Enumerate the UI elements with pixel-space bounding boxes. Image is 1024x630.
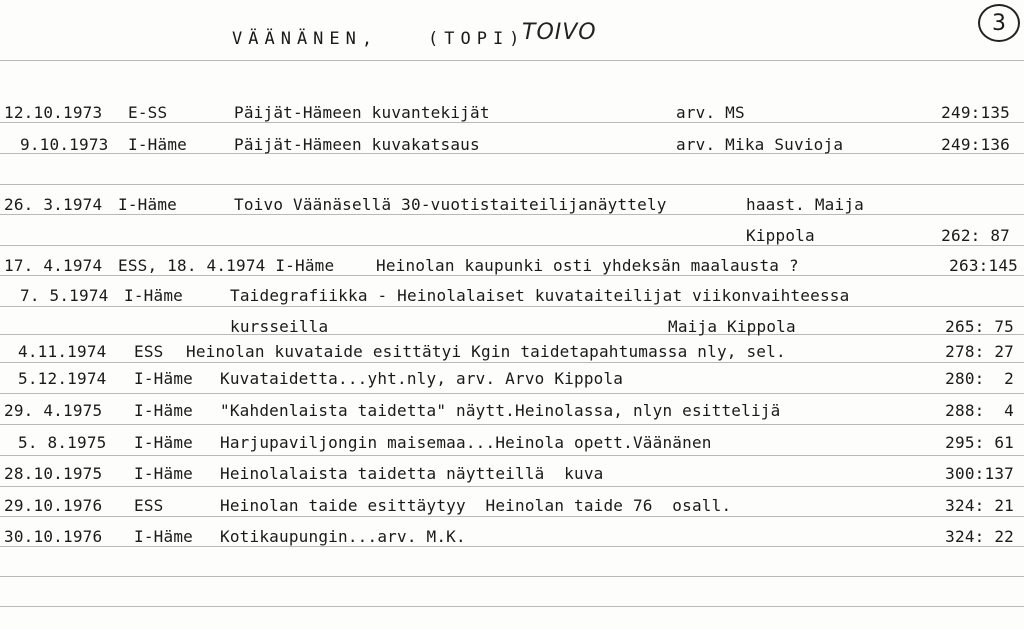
entry-ref: 300:137	[945, 464, 1014, 483]
entry-extra: arv. Mika Suvioja	[676, 135, 844, 154]
rule-line	[0, 122, 1024, 123]
rule-line	[0, 306, 1024, 307]
entry-paper: I-Häme	[134, 401, 193, 420]
rule-line	[0, 516, 1024, 517]
rule-line	[0, 606, 1024, 607]
entry-ref: 288: 4	[945, 401, 1014, 420]
entry-ref: 324: 21	[945, 496, 1014, 515]
entry-extra: Maija Kippola	[668, 317, 796, 336]
entry-date: 28.10.1975	[4, 464, 103, 483]
rule-line	[0, 334, 1024, 335]
entry-date: 17. 4.1974	[4, 256, 103, 275]
entry-extra-continued: Kippola	[746, 226, 815, 245]
entry-paper: ESS	[134, 496, 164, 515]
card-surname: VÄÄNÄNEN,	[232, 29, 379, 49]
entry-date: 4.11.1974	[18, 342, 107, 361]
rule-line	[0, 424, 1024, 425]
card-handwritten-name: TOIVO	[522, 20, 597, 45]
rule-line	[0, 486, 1024, 487]
entry-title-continued: kursseilla	[230, 317, 329, 336]
entry-title: Kotikaupungin...arv. M.K.	[220, 527, 466, 546]
entry-ref: 278: 27	[945, 342, 1014, 361]
entry-title: Heinolalaista taidetta näytteillä kuva	[220, 464, 604, 483]
entry-ref: 249:136	[941, 135, 1010, 154]
rule-line	[0, 245, 1024, 246]
card-number-badge: 3	[978, 4, 1020, 42]
rule-line	[0, 455, 1024, 456]
entry-ref: 324: 22	[945, 527, 1014, 546]
entry-date: 9.10.1973	[20, 135, 109, 154]
entry-paper: I-Häme	[134, 464, 193, 483]
entry-title: Heinolan kuvataide esittätyi Kgin taidetapahtumassa nly, sel.	[186, 342, 786, 361]
entry-date: 30.10.1976	[4, 527, 103, 546]
entry-title: Heinolan kaupunki osti yhdeksän maalausta ?	[376, 256, 799, 275]
entry-extra: arv. MS	[676, 103, 745, 122]
entry-ref: 280: 2	[945, 369, 1014, 388]
entry-date: 26. 3.1974	[4, 195, 103, 214]
entry-title: Toivo Väänäsellä 30-vuotistaiteilijanäyttely	[234, 195, 667, 214]
entry-paper: E-SS	[128, 103, 168, 122]
entry-title: Päijät-Hämeen kuvantekijät	[234, 103, 490, 122]
rule-line	[0, 60, 1024, 61]
entry-date: 29.10.1976	[4, 496, 103, 515]
entry-ref: 265: 75	[945, 317, 1014, 336]
entry-date: 29. 4.1975	[4, 401, 103, 420]
card-typed-name: (TOPI)	[428, 29, 526, 49]
entry-title: "Kahdenlaista taidetta" näytt.Heinolassa, nlyn esittelijä	[220, 401, 781, 420]
entry-date: 5.12.1974	[18, 369, 107, 388]
entry-title: Taidegrafiikka - Heinolalaiset kuvataiteilijat viikonvaihteessa	[230, 286, 850, 305]
entry-paper: ESS	[134, 342, 164, 361]
entry-paper: I-Häme	[134, 369, 193, 388]
entry-date: 5. 8.1975	[18, 433, 107, 452]
entry-ref: 262: 87	[941, 226, 1010, 245]
rule-line	[0, 546, 1024, 547]
entry-paper: I-Häme	[124, 286, 183, 305]
entry-paper: ESS, 18. 4.1974 I-Häme	[118, 256, 335, 275]
entry-title: Kuvataidetta...yht.nly, arv. Arvo Kippola	[220, 369, 624, 388]
rule-line	[0, 362, 1024, 363]
rule-line	[0, 214, 1024, 215]
entry-title: Harjupaviljongin maisemaa...Heinola opett.Väänänen	[220, 433, 712, 452]
rule-line	[0, 576, 1024, 577]
entry-date: 12.10.1973	[4, 103, 103, 122]
entry-date: 7. 5.1974	[20, 286, 109, 305]
entry-ref: 263:145	[949, 256, 1018, 275]
entry-paper: I-Häme	[118, 195, 177, 214]
entry-ref: 295: 61	[945, 433, 1014, 452]
entry-ref: 249:135	[941, 103, 1010, 122]
entry-paper: I-Häme	[128, 135, 187, 154]
rule-line	[0, 393, 1024, 394]
entry-extra: haast. Maija	[746, 195, 864, 214]
entry-title: Heinolan taide esittäytyy Heinolan taide 76 osall.	[220, 496, 732, 515]
rule-line	[0, 184, 1024, 185]
entry-paper: I-Häme	[134, 527, 193, 546]
entry-paper: I-Häme	[134, 433, 193, 452]
rule-line	[0, 275, 1024, 276]
entry-title: Päijät-Hämeen kuvakatsaus	[234, 135, 480, 154]
